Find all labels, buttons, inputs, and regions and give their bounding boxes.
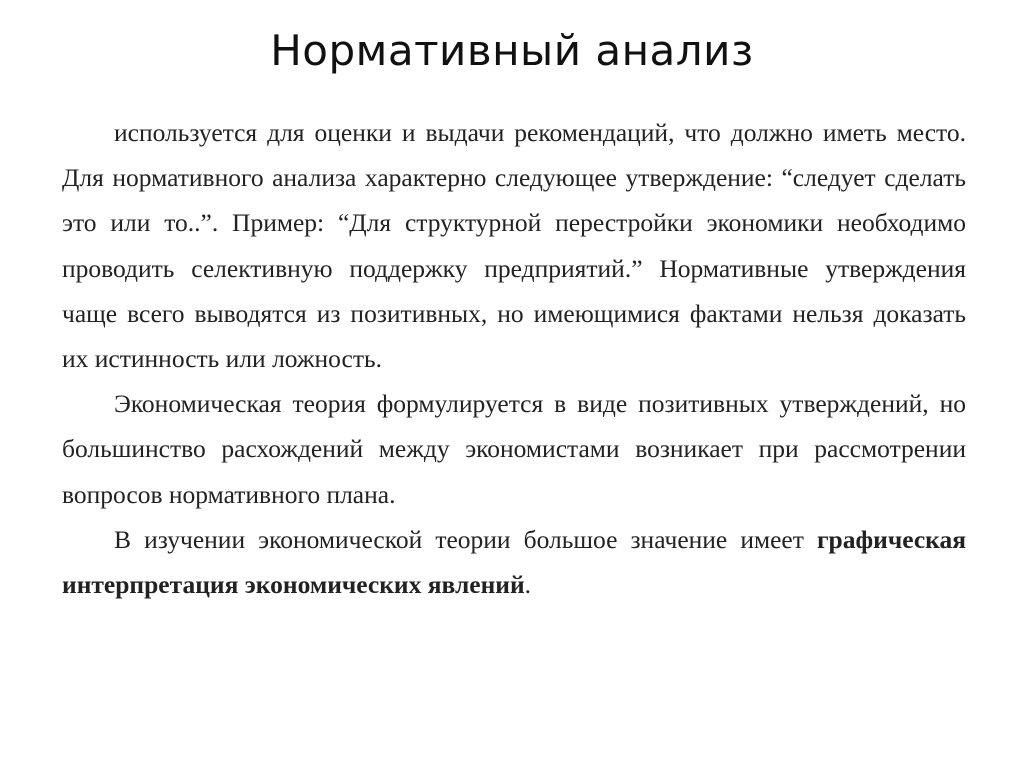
paragraph-graphic-interpretation bbox=[62, 517, 966, 607]
paragraph-normative-definition: используется для оценки и выдачи рекомендаций, что должно иметь место. Для нормативного анализа характерно следующее утверждение: “следует сделать это или то..”. Пример: “Для структурной перестройки экономики необходимо проводить селективную поддержку предприятий.” Нормативные утверждения чаще всего выводятся из позитивных, но имеющимися фактами нельзя доказать их истинность или ложность. bbox=[62, 118, 966, 374]
slide-title: Нормативный анализ bbox=[270, 26, 754, 75]
paragraph-text-after: . bbox=[524, 570, 532, 600]
bold-phrase: графическая интерпретация экономических явлений bbox=[62, 524, 966, 600]
paragraph-text-before: В изучении экономической теории большое значение имеет bbox=[114, 524, 817, 554]
paragraph-economic-theory: Экономическая теория формулируется в виде позитивных утверждений, но большинство расхождений между экономистами возникает при рассмотрении вопросов нормативного плана. bbox=[62, 389, 966, 509]
slide-body bbox=[62, 110, 966, 607]
